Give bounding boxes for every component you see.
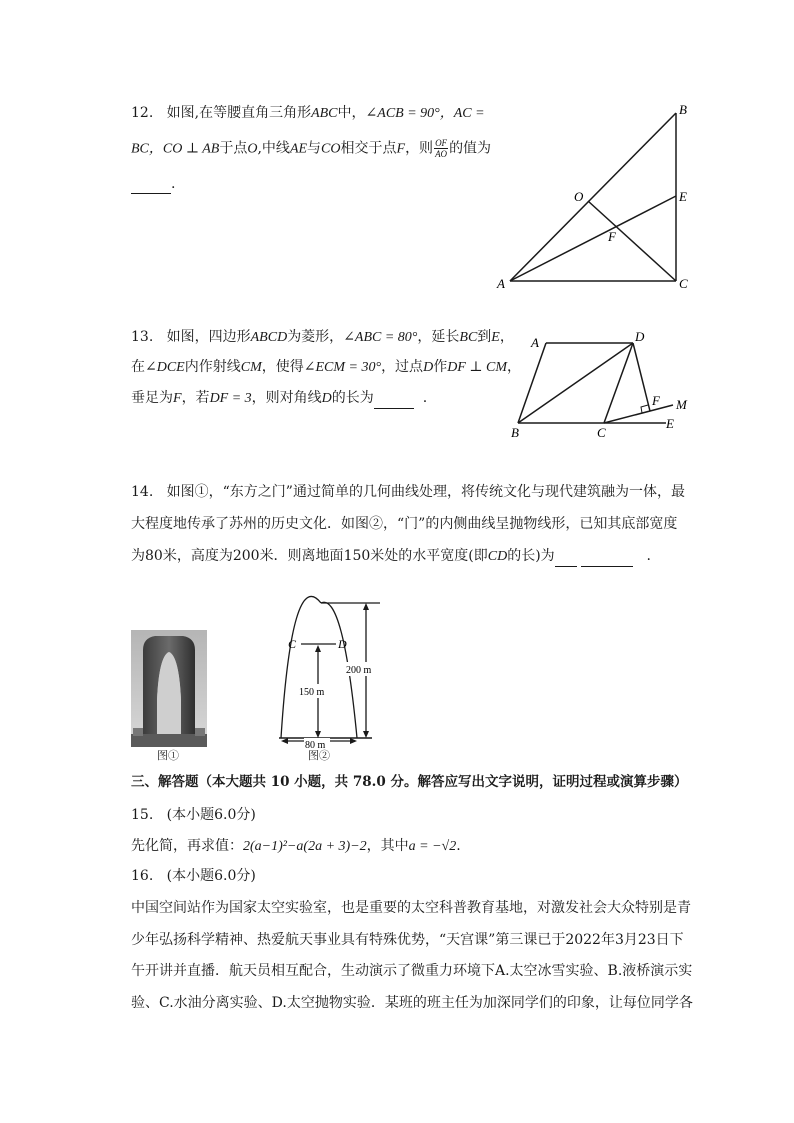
q16-line3: 午开讲并直播．航天员相互配合，生动演示了微重力环境下A.太空冰雪实验、B.液桥演示实: [131, 963, 693, 979]
q12-text: 于点: [219, 140, 248, 157]
q14-arrow: [363, 731, 369, 738]
q14-text: 如图: [166, 484, 195, 500]
q15-score: (本小题6.0分): [166, 807, 256, 823]
q14-text: 米处的水平宽度(即: [370, 548, 488, 564]
q14-line1: [131, 482, 685, 502]
q14-num: 150: [343, 548, 371, 564]
q12-text: .: [171, 176, 176, 192]
q15-header: [131, 805, 256, 825]
q14-arrow: [350, 738, 357, 744]
q12-var: O: [247, 141, 258, 157]
q15-condition: a = −√2: [408, 839, 457, 854]
q14-figure2: [270, 595, 390, 765]
q13-edge-ab: [518, 343, 546, 423]
q12-median-ae: [510, 196, 676, 281]
q14-parabola-outer: [281, 596, 321, 738]
q14-fig-ref: ②: [369, 516, 383, 532]
q13-line1: [131, 327, 514, 348]
q13-label-m: M: [676, 397, 687, 412]
q12-frac-den: AO: [435, 149, 448, 159]
q13-text: ，过点: [381, 359, 424, 375]
q12-number: 12.: [131, 105, 154, 121]
q12-math: BC，CO ⊥ AB: [131, 141, 220, 157]
q13-var: BC: [459, 330, 478, 345]
q14-text: 大程度地传承了苏州的历史文化．如图: [131, 516, 369, 532]
q12-var: ABC: [311, 106, 338, 121]
q13-text: ，则对角线: [251, 390, 322, 406]
answer-blank[interactable]: [374, 394, 414, 409]
q13-math: DF ⊥ CM: [447, 360, 508, 375]
q12-label-a: A: [497, 276, 505, 291]
q12-line3: [131, 174, 175, 194]
q12-var: F: [396, 141, 406, 157]
q13-text: ，延长: [417, 329, 460, 345]
q14-line3: [131, 546, 651, 567]
q14-arrow: [315, 731, 321, 738]
q13-math: ∠DCE: [145, 360, 185, 375]
q14-arrow: [315, 645, 321, 652]
q16-line2: 少年弘扬科学精神、热爱航天事业具有特殊优势，“天宫课”第三课已于2022年3月23日下: [131, 932, 684, 948]
q13-label-b: B: [511, 425, 519, 440]
q12-segment-co: [588, 201, 676, 281]
q14-label-200m: 200 m: [346, 665, 372, 676]
q13-text: 在: [131, 359, 145, 375]
q13-number: 13.: [131, 329, 154, 345]
q14-label-150m: 150 m: [299, 687, 325, 698]
q13-text: 垂足为: [131, 390, 173, 406]
q13-text: 如图，四边形: [166, 329, 251, 345]
q12-text: 中，: [337, 105, 366, 121]
q14-text: ，“门”的内侧曲线呈抛物线形，已知其底部宽度: [383, 516, 678, 532]
q14-text: 米．则离地面: [259, 548, 344, 564]
q16-line4: 验、C.水油分离实验、D.太空抛物实验．某班的班主任为加深同学们的印象，让每位同学各: [131, 995, 693, 1011]
q13-segment-df: [633, 343, 650, 411]
q14-fig2-caption: 图②: [308, 749, 330, 762]
q15-number: 15.: [131, 807, 154, 823]
q13-ray-cm: [604, 405, 673, 423]
q12-label-e: E: [679, 189, 687, 204]
q12-edge-ab: [510, 113, 676, 281]
q13-text: 作: [433, 359, 448, 375]
answer-blank[interactable]: [131, 179, 171, 194]
q15-body: [131, 836, 461, 857]
section3-title: 三、解答题（本大题共 10 小题，共 78.0 分。解答应写出文字说明，证明过程或演算步骤）: [131, 774, 688, 790]
q14-text: 为: [131, 548, 145, 564]
q12-text: 如图,在等腰直角三角形: [166, 105, 312, 121]
answer-blank[interactable]: [555, 552, 577, 567]
q12-var: AE: [289, 141, 308, 157]
q13-label-e: E: [666, 416, 674, 431]
q14-var: CD: [487, 549, 508, 564]
q13-var: E: [491, 330, 500, 345]
q12-line1: [131, 103, 485, 124]
q15-text: ，其中: [366, 838, 409, 854]
q13-text: 的长为: [331, 390, 374, 406]
q14-text: 米，高度为: [162, 548, 233, 564]
q13-figure: [505, 328, 705, 443]
q14-num: 80: [145, 548, 163, 564]
q12-label-b: B: [679, 102, 687, 117]
q15-text: 先化简，再求值：: [131, 838, 243, 854]
answer-blank[interactable]: [581, 552, 633, 567]
q13-text: 到: [477, 329, 492, 345]
q12-text: ,中线: [257, 140, 290, 157]
q12-line2: [131, 138, 491, 160]
q14-arrow: [281, 738, 288, 744]
q12-label-f: F: [608, 229, 616, 244]
q13-label-f: F: [652, 393, 660, 408]
q13-line3: [131, 388, 427, 409]
q13-var: CM: [240, 360, 262, 375]
q13-text: ，若: [181, 390, 210, 406]
q15-text: .: [456, 838, 461, 854]
q13-text: ，: [499, 329, 514, 345]
q12-frac-num: OF: [435, 138, 448, 148]
q14-photo: [131, 630, 207, 747]
q13-text: .: [422, 390, 428, 406]
q14-num: 200: [232, 548, 260, 564]
q15-expression: 2(a−1)²−a(2a + 3)−2: [243, 839, 367, 854]
q13-var: D: [423, 360, 434, 375]
q16-number: 16.: [131, 868, 154, 884]
q14-text: 的长)为: [507, 548, 555, 564]
q12-label-o: O: [574, 189, 584, 204]
q16-header: [131, 866, 256, 886]
q13-var: D: [321, 391, 332, 406]
q16-line1: 中国空间站作为国家太空实验室，也是重要的太空科普教育基地，对激发社会大众特别是青: [131, 900, 691, 916]
q13-label-d: D: [635, 329, 645, 344]
q14-text: ，“东方之门”通过简单的几何曲线处理，将传统文化与现代建筑融为一体，最: [208, 484, 685, 500]
q13-text: 为菱形，: [287, 329, 344, 345]
q12-text: ，则: [405, 140, 434, 157]
q12-text: 的值为: [449, 140, 492, 157]
q14-label-d: D: [338, 637, 347, 651]
q14-fig1-caption: 图①: [157, 749, 179, 762]
q12-figure: [490, 95, 700, 295]
q13-var: ABCD: [250, 330, 288, 345]
q13-var: F: [173, 391, 182, 406]
q13-math: DF = 3: [209, 391, 252, 406]
q12-fraction: [434, 138, 448, 159]
q13-text: ，使得: [261, 359, 304, 375]
q12-text: 与: [307, 140, 322, 157]
q13-edge-cd: [604, 343, 633, 423]
q14-label-80m: 80 m: [305, 740, 326, 751]
q13-math: ∠ABC = 80°: [343, 330, 418, 345]
q12-label-c: C: [679, 276, 688, 291]
q14-fig-ref: ①: [194, 484, 209, 500]
q14-label-c: C: [288, 637, 297, 651]
q13-line2: [131, 357, 521, 378]
q13-text: 内作射线: [184, 359, 241, 375]
q14-text: .: [646, 548, 651, 564]
q13-math: ∠ECM = 30°: [303, 360, 382, 375]
q14-arrow: [363, 603, 369, 610]
q12-math: ∠ACB = 90°，AC =: [365, 106, 485, 121]
q16-score: (本小题6.0分): [166, 868, 256, 884]
q13-label-a: A: [531, 335, 539, 350]
q13-diagonal-bd: [518, 343, 633, 423]
q14-line2: [131, 514, 677, 534]
q12-text: 相交于点: [340, 140, 397, 157]
q13-text: ，: [507, 359, 522, 375]
q13-label-c: C: [597, 425, 606, 440]
q12-var: CO: [321, 141, 341, 157]
q14-number: 14.: [131, 484, 154, 500]
